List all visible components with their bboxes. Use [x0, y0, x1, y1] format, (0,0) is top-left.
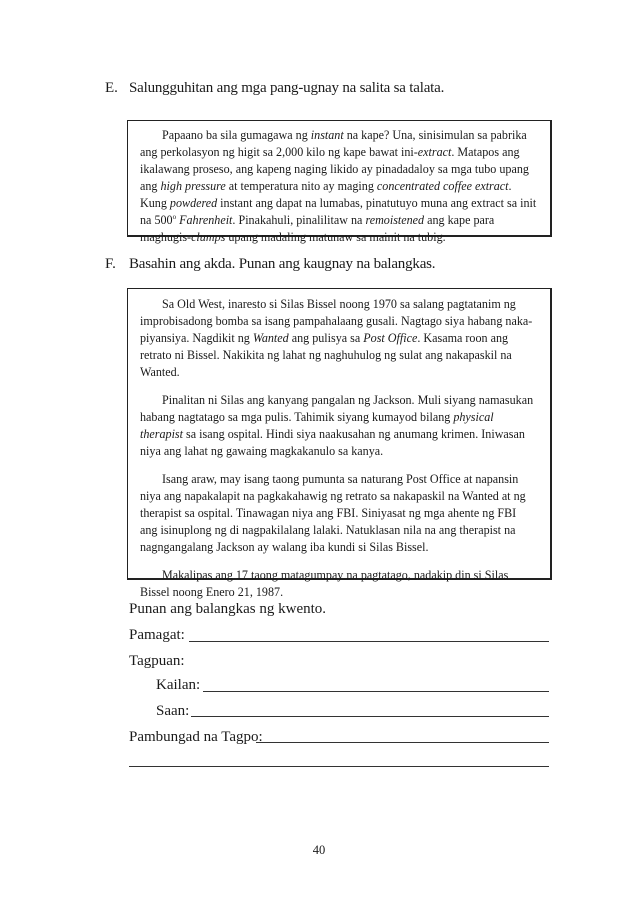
italic-text: clumps — [191, 230, 226, 244]
italic-text: concentrated coffee extract — [376, 179, 509, 193]
superscript: o — [172, 212, 177, 221]
text-run: instant ang dapat na lumabas, pinatutuyo muna ang extract sa init na 500 — [140, 196, 537, 227]
paragraph-gap — [140, 460, 536, 471]
saan-blank[interactable] — [191, 716, 549, 717]
paragraph — [140, 392, 536, 460]
italic-text: Wanted — [252, 331, 289, 345]
passage-box-f — [127, 288, 552, 599]
italic-text: remoistened — [365, 213, 425, 227]
text-run: Isang araw, may isang taong pumunta sa naturang Post Office at napansin niya ang napakalapit na pagkakahawig ng retrato sa nakapaskil na Wanted at ng therapist sa ospital. Tinawagan niya ang FBI. Siniyasat ng mga ahente ng FBI ang isinuplong ng di nagpakilalang lalaki. Natuklasan nila na ang therapist na nagngangalang Jackson ay walang iba kundi si Silas Bissel. — [140, 472, 526, 554]
text-run: Makalipas ang 17 taong matagumpay na pagtatago, nadakip din si Silas Bissel noong Enero 21, 1987. — [140, 568, 509, 599]
extra-blank-line[interactable] — [129, 766, 549, 767]
passage-f-text — [140, 296, 536, 601]
section-e-title: Salungguhitan ang mga pang-ugnay na salita sa talata. — [129, 80, 445, 96]
pamagat-label: Pamagat: — [129, 627, 185, 643]
kailan-blank[interactable] — [203, 691, 549, 692]
pambungad-blank[interactable] — [256, 742, 549, 743]
text-run: . Kasama roon ang retrato ni Bissel. Nakikita ng lahat ng naghuhulog ng sulat ang nakapaskil na Wanted. — [140, 331, 512, 379]
paragraph — [140, 296, 536, 381]
italic-text: physical therapist — [140, 410, 494, 441]
text-run: . Matapos ang ikalawang proseso, ang kapeng naging likido ay pinadadaloy sa mga tubo upang ang — [140, 145, 529, 193]
italic-text: Fahrenheit — [179, 213, 233, 227]
text-run: upang madaling matunaw sa mainit na tubig. — [225, 230, 446, 244]
paragraph — [140, 471, 536, 556]
passage-box-e — [127, 120, 552, 244]
kailan-label: Kailan: — [156, 677, 201, 693]
text-run: Pinalitan ni Silas ang kanyang pangalan ng Jackson. Muli siyang namasukan habang nagtatago sa mga pulis. Tahimik siyang kumayod bilang — [140, 393, 534, 424]
paragraph-gap — [140, 381, 536, 392]
saan-label: Saan: — [156, 703, 190, 719]
italic-text: high pressure — [160, 179, 226, 193]
section-f-letter: F. — [105, 256, 116, 272]
text-run: Sa Old West, inaresto si Silas Bissel noong 1970 sa salang pagtatanim ng improbisadong bomba sa isang pampahalaang gusali. Nagtago siya habang naka-piyansiya. Nagdikit ng — [140, 297, 533, 345]
pamagat-blank[interactable] — [189, 641, 549, 642]
text-run: ang pulisya sa — [288, 331, 364, 345]
italic-text: Post Office — [363, 331, 418, 345]
text-run: . Pinakahuli, pinalilitaw na — [232, 213, 366, 227]
italic-text: extract — [417, 145, 452, 159]
text-run: Papaano ba sila gumagawa ng — [162, 128, 311, 142]
paragraph — [140, 567, 536, 601]
text-run: sa isang ospital. Hindi siya naakusahan ng anumang krimen. Iniwasan niya ang lahat ng gawaing magkakanulo sa kanya. — [140, 427, 525, 458]
paragraph-gap — [140, 556, 536, 567]
outline-heading: Punan ang balangkas ng kwento. — [129, 601, 327, 617]
italic-text: instant — [310, 128, 344, 142]
section-f-title: Basahin ang akda. Punan ang kaugnay na balangkas. — [129, 256, 436, 272]
pambungad-label: Pambungad na Tagpo: — [129, 729, 263, 745]
italic-text: powdered — [169, 196, 218, 210]
tagpuan-label: Tagpuan: — [129, 653, 185, 669]
text-run: ang kape para maghugis- — [140, 213, 495, 244]
text-run: na kape? Una, sinisimulan sa pabrika ang perkolasyon ng higit sa 2,000 kilo ng kape bawat ini- — [140, 128, 527, 159]
page-number: 40 — [312, 843, 326, 857]
text-run: . Kung — [140, 179, 512, 210]
paragraph — [140, 127, 540, 246]
passage-e-text — [140, 127, 540, 246]
text-run: at temperatura nito ay maging — [225, 179, 377, 193]
section-e-letter: E. — [105, 80, 118, 96]
